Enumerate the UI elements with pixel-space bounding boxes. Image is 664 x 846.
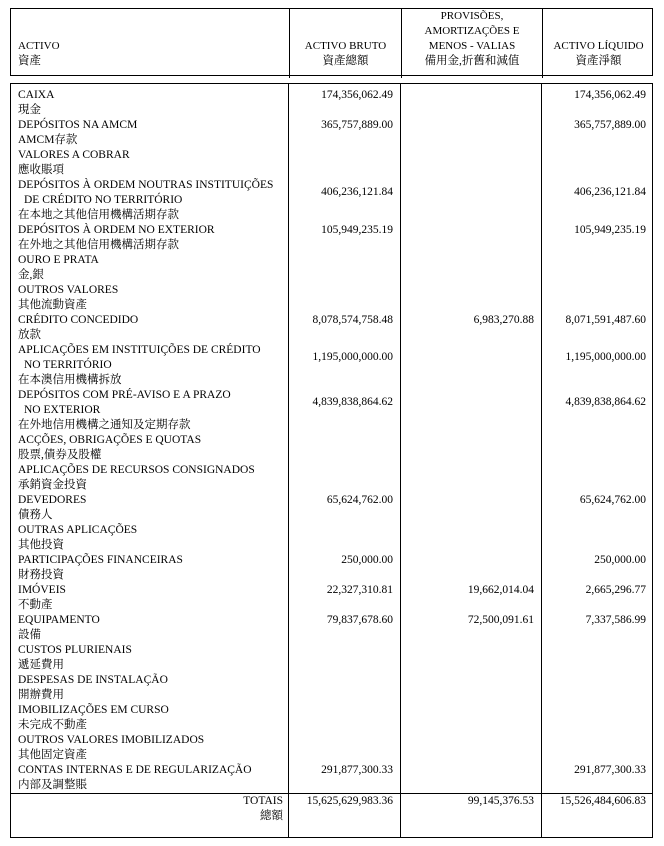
cell-provisoes xyxy=(401,703,542,733)
table-row xyxy=(11,493,652,523)
row-label-cn: 放款 xyxy=(18,329,41,341)
cell-activo-bruto: 365,757,889.00 xyxy=(321,119,393,131)
table-row xyxy=(11,313,652,343)
cell-activo-bruto xyxy=(289,673,401,703)
row-label xyxy=(11,613,289,643)
cell-activo-bruto: 250,000.00 xyxy=(341,554,393,566)
row-label xyxy=(11,553,289,583)
totals-activo-bruto: 15,625,629,983.36 xyxy=(306,795,393,807)
totals-label-pt: TOTAIS xyxy=(243,795,283,807)
row-label xyxy=(11,493,289,523)
cell-provisoes xyxy=(401,433,542,463)
header-provisoes xyxy=(401,9,542,78)
row-label-cn: 應收賬項 xyxy=(18,164,64,176)
totals-activo-liquido: 15,526,484,606.83 xyxy=(559,795,646,807)
cell-provisoes xyxy=(401,88,542,118)
cell-activo-bruto xyxy=(289,463,401,493)
row-label-pt: CUSTOS PLURIENAIS xyxy=(18,644,132,656)
cell-activo-liquido: 406,236,121.84 xyxy=(574,186,646,198)
cell-provisoes xyxy=(401,178,542,223)
cell-provisoes xyxy=(401,763,542,793)
cell-provisoes xyxy=(401,673,542,703)
cell-activo-bruto xyxy=(289,148,401,178)
row-label-pt: DEPÓSITOS À ORDEM NOUTRAS INSTITUIÇÕES xyxy=(18,179,274,191)
cell-activo-liquido: 1,195,000,000.00 xyxy=(565,351,646,363)
row-label-pt: DEPÓSITOS À ORDEM NO EXTERIOR xyxy=(18,224,215,236)
row-label-cn: 在外地之其他信用機構活期存款 xyxy=(18,239,179,251)
table-row xyxy=(11,253,652,283)
header-provisoes-pt-line1: PROVISÕES, xyxy=(440,10,504,22)
row-label-cn: 遞延費用 xyxy=(18,659,64,671)
row-label-pt: IMOBILIZAÇÕES EM CURSO xyxy=(18,704,169,716)
header-activo-pt: ACTIVO xyxy=(18,40,60,52)
table-row xyxy=(11,523,652,553)
row-label xyxy=(11,433,289,463)
row-label xyxy=(11,733,289,763)
cell-activo-liquido xyxy=(542,733,654,763)
row-label-pt: ACÇÕES, OBRIGAÇÕES E QUOTAS xyxy=(18,434,202,446)
table-row xyxy=(11,433,652,463)
row-label xyxy=(11,88,289,118)
row-label-pt: IMÓVEIS xyxy=(18,584,66,596)
header-activo xyxy=(11,9,289,78)
cell-activo-liquido xyxy=(542,463,654,493)
table-row xyxy=(11,388,652,433)
row-label xyxy=(11,148,289,178)
table-row xyxy=(11,223,652,253)
cell-activo-bruto: 291,877,300.33 xyxy=(321,764,393,776)
row-label xyxy=(11,223,289,253)
totals-label xyxy=(11,794,289,824)
table-row xyxy=(11,118,652,148)
table-row xyxy=(11,583,652,613)
cell-activo-liquido: 4,839,838,864.62 xyxy=(565,396,646,408)
column-divider xyxy=(541,84,542,837)
cell-activo-bruto xyxy=(289,733,401,763)
row-label xyxy=(11,253,289,283)
column-divider xyxy=(288,84,289,837)
cell-activo-liquido xyxy=(542,643,654,673)
row-label-pt: NO EXTERIOR xyxy=(24,404,101,416)
cell-activo-bruto: 4,839,838,864.62 xyxy=(312,396,393,408)
row-label-cn: 債務人 xyxy=(18,509,53,521)
column-divider xyxy=(400,84,401,837)
cell-activo-liquido xyxy=(542,253,654,283)
row-label xyxy=(11,763,289,793)
row-label-cn: 在本澳信用機構拆放 xyxy=(18,374,122,386)
header-activo-cn: 資產 xyxy=(18,55,41,67)
cell-provisoes: 19,662,014.04 xyxy=(467,584,534,596)
assets-table xyxy=(10,8,653,838)
cell-provisoes xyxy=(401,343,542,388)
table-row xyxy=(11,703,652,733)
cell-provisoes: 6,983,270.88 xyxy=(473,314,534,326)
cell-provisoes xyxy=(401,493,542,523)
row-label-pt: DESPESAS DE INSTALAÇÃO xyxy=(18,674,168,686)
header-provisoes-cn: 備用金,折舊和減值 xyxy=(424,55,520,67)
table-header xyxy=(10,8,653,76)
cell-provisoes xyxy=(401,733,542,763)
cell-activo-bruto xyxy=(289,523,401,553)
totals-row xyxy=(11,793,652,824)
rows-container xyxy=(11,88,652,793)
cell-provisoes xyxy=(401,553,542,583)
row-label xyxy=(11,583,289,613)
cell-activo-bruto: 65,624,762.00 xyxy=(326,494,393,506)
cell-activo-liquido xyxy=(542,523,654,553)
totals-provisoes: 99,145,376.53 xyxy=(467,795,534,807)
table-row xyxy=(11,613,652,643)
cell-activo-bruto: 79,837,678.60 xyxy=(326,614,393,626)
cell-activo-liquido: 291,877,300.33 xyxy=(574,764,646,776)
totals-label-cn: 總額 xyxy=(260,810,283,822)
table-row xyxy=(11,88,652,118)
row-label-cn: 財務投資 xyxy=(18,569,64,581)
table-row xyxy=(11,343,652,388)
cell-provisoes xyxy=(401,253,542,283)
cell-activo-liquido: 365,757,889.00 xyxy=(574,119,646,131)
row-label-cn: 不動產 xyxy=(18,599,53,611)
row-label xyxy=(11,523,289,553)
row-label-cn: 其他固定資產 xyxy=(18,749,87,761)
cell-activo-bruto: 406,236,121.84 xyxy=(321,186,393,198)
cell-activo-bruto xyxy=(289,643,401,673)
table-row xyxy=(11,763,652,793)
row-label-cn: 開辦費用 xyxy=(18,689,64,701)
row-label-cn: 其他流動資產 xyxy=(18,299,87,311)
row-label-cn: 内部及調整賬 xyxy=(18,779,87,791)
cell-activo-liquido: 105,949,235.19 xyxy=(574,224,646,236)
cell-activo-liquido: 7,337,586.99 xyxy=(585,614,646,626)
header-activo-liquido xyxy=(542,9,654,78)
cell-provisoes: 72,500,091.61 xyxy=(467,614,534,626)
row-label-cn: 在本地之其他信用機構活期存款 xyxy=(18,209,179,221)
cell-activo-liquido xyxy=(542,148,654,178)
row-label-pt: OURO E PRATA xyxy=(18,254,99,266)
row-label-pt: DEPÓSITOS COM PRÉ-AVISO E A PRAZO xyxy=(18,389,231,401)
row-label xyxy=(11,703,289,733)
cell-provisoes xyxy=(401,283,542,313)
cell-activo-bruto xyxy=(289,253,401,283)
cell-provisoes xyxy=(401,463,542,493)
row-label-cn: 股票,債券及股權 xyxy=(18,449,102,461)
row-label-cn: 設備 xyxy=(18,629,41,641)
header-activo-bruto-cn: 資產總額 xyxy=(322,55,369,67)
header-provisoes-pt-line3: MENOS - VALIAS xyxy=(428,40,516,52)
table-row xyxy=(11,733,652,763)
table-row xyxy=(11,283,652,313)
row-label-pt: CONTAS INTERNAS E DE REGULARIZAÇÃO xyxy=(18,764,252,776)
row-label-cn: AMCM存款 xyxy=(18,134,78,146)
row-label xyxy=(11,313,289,343)
cell-activo-liquido: 65,624,762.00 xyxy=(579,494,646,506)
row-label-pt: CAIXA xyxy=(18,89,55,101)
row-label xyxy=(11,643,289,673)
cell-provisoes xyxy=(401,148,542,178)
row-label-pt: DEVEDORES xyxy=(18,494,87,506)
row-label-cn: 在外地信用機構之通知及定期存款 xyxy=(18,419,191,431)
cell-activo-liquido: 250,000.00 xyxy=(594,554,646,566)
table-row xyxy=(11,553,652,583)
row-label-cn: 未完成不動產 xyxy=(18,719,87,731)
cell-activo-liquido: 8,071,591,487.60 xyxy=(565,314,646,326)
cell-activo-bruto xyxy=(289,283,401,313)
cell-provisoes xyxy=(401,118,542,148)
table-row xyxy=(11,148,652,178)
row-label-pt: OUTROS VALORES xyxy=(18,284,119,296)
table-row xyxy=(11,463,652,493)
cell-activo-liquido xyxy=(542,703,654,733)
cell-activo-liquido xyxy=(542,283,654,313)
row-label-pt: OUTRAS APLICAÇÕES xyxy=(18,524,138,536)
row-label-cn: 其他投資 xyxy=(18,539,64,551)
header-activo-liquido-cn: 資產淨額 xyxy=(575,55,622,67)
cell-activo-bruto: 22,327,310.81 xyxy=(326,584,393,596)
row-label xyxy=(11,343,289,388)
row-label-pt: APLICAÇÕES EM INSTITUIÇÕES DE CRÉDITO xyxy=(18,344,261,356)
table-row xyxy=(11,673,652,703)
row-label-pt: NO TERRITÓRIO xyxy=(24,359,112,371)
cell-activo-bruto: 105,949,235.19 xyxy=(321,224,393,236)
header-activo-bruto-pt: ACTIVO BRUTO xyxy=(304,40,387,52)
row-label-pt: VALORES A COBRAR xyxy=(18,149,130,161)
header-provisoes-pt-line2: AMORTIZAÇÕES E xyxy=(424,25,520,37)
row-label xyxy=(11,283,289,313)
cell-provisoes xyxy=(401,523,542,553)
cell-activo-liquido: 174,356,062.49 xyxy=(574,89,646,101)
row-label-pt: PARTICIPAÇÕES FINANCEIRAS xyxy=(18,554,183,566)
cell-activo-liquido xyxy=(542,433,654,463)
cell-activo-bruto: 174,356,062.49 xyxy=(321,89,393,101)
row-label-pt: EQUIPAMENTO xyxy=(18,614,100,626)
row-label xyxy=(11,118,289,148)
table-row xyxy=(11,643,652,673)
cell-activo-bruto xyxy=(289,433,401,463)
header-activo-liquido-pt: ACTIVO LÍQUIDO xyxy=(553,40,644,52)
row-label xyxy=(11,673,289,703)
cell-provisoes xyxy=(401,388,542,433)
row-label-cn: 承銷資金投資 xyxy=(18,479,87,491)
row-label-cn: 現金 xyxy=(18,104,41,116)
row-label xyxy=(11,388,289,433)
row-label-pt: CRÉDITO CONCEDIDO xyxy=(18,314,139,326)
cell-provisoes xyxy=(401,643,542,673)
cell-activo-bruto: 1,195,000,000.00 xyxy=(312,351,393,363)
row-label-pt: DEPÓSITOS NA AMCM xyxy=(18,119,138,131)
row-label-pt: OUTROS VALORES IMOBILIZADOS xyxy=(18,734,205,746)
row-label xyxy=(11,178,289,223)
table-row xyxy=(11,178,652,223)
table-body xyxy=(10,83,653,838)
header-activo-bruto xyxy=(289,9,401,78)
cell-activo-liquido xyxy=(542,673,654,703)
row-label xyxy=(11,463,289,493)
cell-provisoes xyxy=(401,223,542,253)
row-label-pt: DE CRÉDITO NO TERRITÓRIO xyxy=(24,194,183,206)
cell-activo-bruto: 8,078,574,758.48 xyxy=(312,314,393,326)
row-label-pt: APLICAÇÕES DE RECURSOS CONSIGNADOS xyxy=(18,464,255,476)
cell-activo-liquido: 2,665,296.77 xyxy=(585,584,646,596)
row-label-cn: 金,銀 xyxy=(18,269,44,281)
cell-activo-bruto xyxy=(289,703,401,733)
